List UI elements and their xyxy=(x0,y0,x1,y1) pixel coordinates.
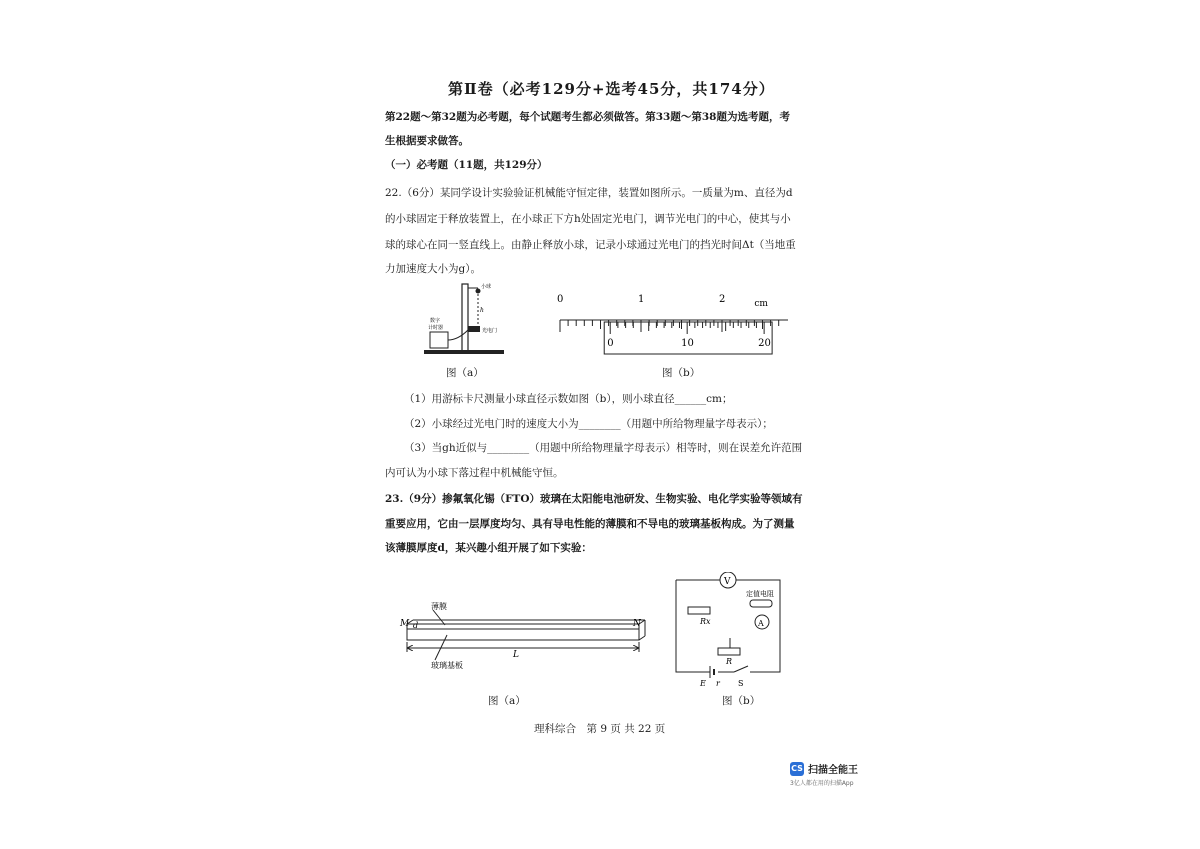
label-film: 薄膜 xyxy=(431,602,447,611)
label-r: r xyxy=(716,679,720,688)
main-tick-label: 2 xyxy=(719,294,726,305)
main-tick-label: 1 xyxy=(638,294,645,305)
q22-sub-3a: （3）当gh近似与________（用题中所给物理量字母表示）相等时，则在误差允许范围 xyxy=(404,442,803,454)
watermark-tagline: 3亿人都在用的扫描App xyxy=(790,780,854,787)
vernier-tick-label: 20 xyxy=(758,338,771,349)
q23-fig-b-caption: 图（b） xyxy=(722,695,761,707)
vernier-scale xyxy=(604,322,772,354)
label-fixed-resistor: 定值电阻 xyxy=(746,590,774,598)
label-Rx: Rx xyxy=(700,617,711,626)
q23-figure-b xyxy=(670,572,800,690)
label-R: R xyxy=(726,657,733,666)
q22-sub-2: （2）小球经过光电门时的速度大小为________（用题中所给物理量字母表示）； xyxy=(404,418,773,430)
label-timer-1: 数字 xyxy=(430,318,441,324)
section-heading: （一）必考题（11题，共129分） xyxy=(385,159,548,171)
main-unit-label: cm xyxy=(754,299,768,309)
q22-fig-a-caption: 图（a） xyxy=(446,367,484,379)
label-glass: 玻璃基板 xyxy=(431,661,463,670)
label-release: 小球 xyxy=(481,284,492,290)
watermark-app-name: 扫描全能王 xyxy=(808,765,858,776)
label-h: h xyxy=(480,307,484,314)
page-title: 第Ⅱ卷（必考129分+选考45分，共174分） xyxy=(448,80,775,98)
label-S: S xyxy=(738,679,744,688)
q22-line-4: 力加速度大小为g）。 xyxy=(385,263,481,275)
label-d: d xyxy=(413,621,419,630)
main-tick-label: 0 xyxy=(557,294,564,305)
intro-line-2: 生根据要求做答。 xyxy=(385,135,469,147)
page-footer: 理科综合 第 9 页 共 22 页 xyxy=(534,723,666,735)
q22-sub-3b: 内可认为小球下落过程中机械能守恒。 xyxy=(385,467,564,479)
label-timer-2: 计时器 xyxy=(428,325,444,331)
q23-line-3: 该薄膜厚度d，某兴趣小组开展了如下实验： xyxy=(385,542,592,554)
label-V: V xyxy=(724,577,731,587)
q22-fig-b-caption: 图（b） xyxy=(662,367,701,379)
main-scale xyxy=(557,294,788,332)
q23-figure-a xyxy=(395,600,665,680)
q22-line-3: 球的球心在同一竖直线上。由静止释放小球，记录小球通过光电门的挡光时间Δt（当地重 xyxy=(385,239,796,251)
label-A: A xyxy=(758,619,764,628)
label-M: M xyxy=(400,619,410,629)
q22-figure-a xyxy=(420,282,510,362)
q22-line-2: 的小球固定于释放装置上，在小球正下方h处固定光电门，调节光电门的中心，使其与小 xyxy=(385,213,791,225)
vernier-tick-label: 10 xyxy=(681,338,694,349)
scanner-watermark xyxy=(790,761,858,776)
q23-line-2: 重要应用，它由一层厚度均匀、具有导电性能的薄膜和不导电的玻璃基板构成。为了测量 xyxy=(385,518,795,530)
q22-figure-b xyxy=(550,290,790,355)
label-N: N xyxy=(633,619,641,629)
intro-line-1: 第22题～第32题为必考题，每个试题考生都必须做答。第33题～第38题为选考题，考 xyxy=(385,111,790,123)
label-E: E xyxy=(700,679,706,688)
label-L: L xyxy=(513,650,519,660)
q23-fig-a-caption: 图（a） xyxy=(488,695,526,707)
q22-line-1: 22.（6分）某同学设计实验验证机械能守恒定律，装置如图所示。一质量为m、直径为d xyxy=(385,187,793,199)
label-gate: 光电门 xyxy=(482,328,498,334)
q23-line-1: 23.（9分）掺氟氧化锡（FTO）玻璃在太阳能电池研发、生物实验、电化学实验等领域有 xyxy=(385,493,803,505)
vernier-tick-label: 0 xyxy=(607,338,614,349)
q22-sub-1: （1）用游标卡尺测量小球直径示数如图（b），则小球直径______cm； xyxy=(404,393,733,405)
camscanner-logo-icon: CS xyxy=(790,762,804,776)
